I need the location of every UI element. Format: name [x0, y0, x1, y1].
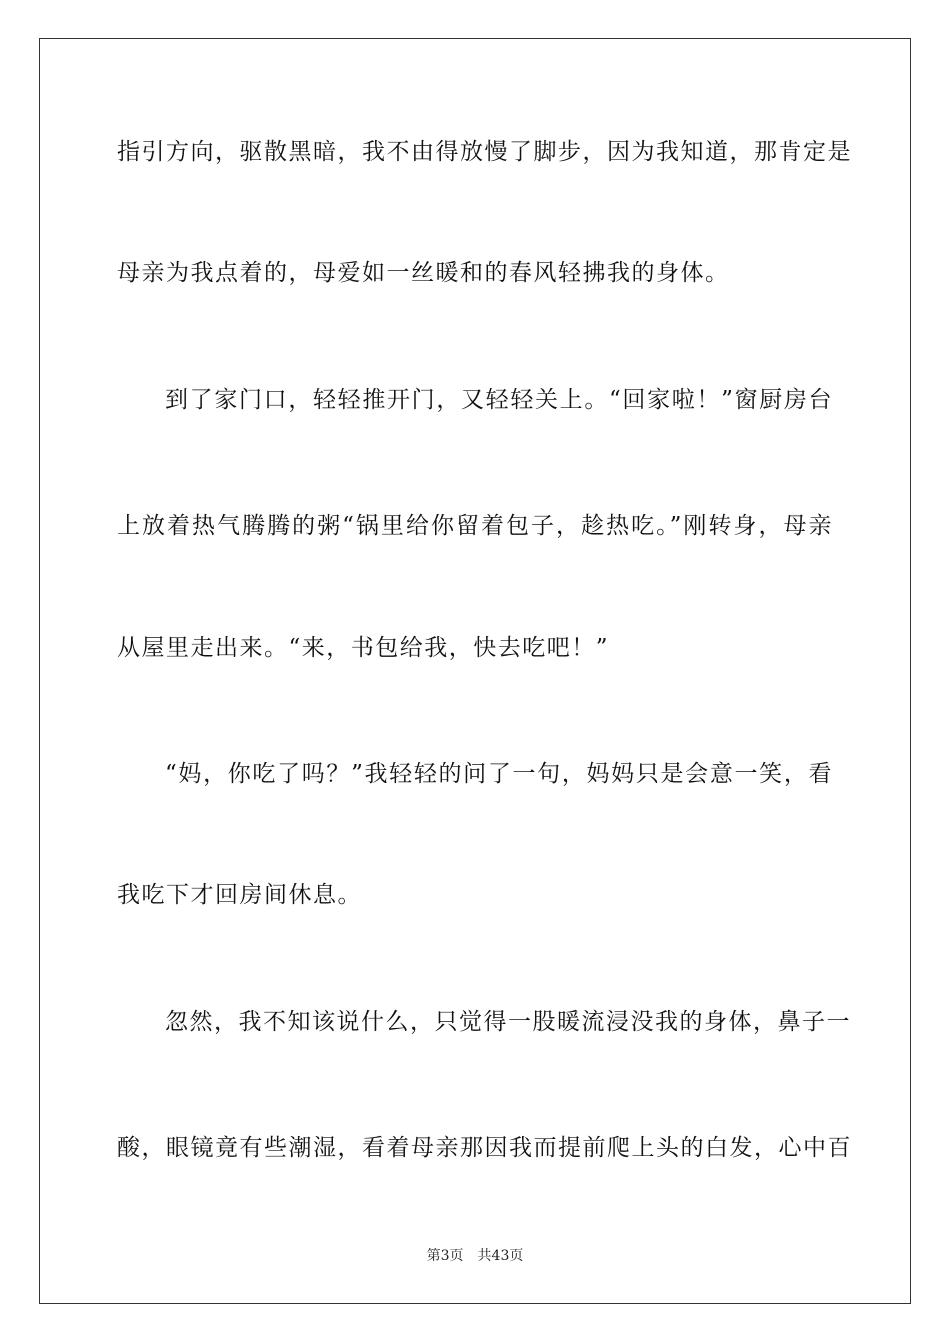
text-line-9: 酸，眼镜竟有些潮湿，看着母亲那因我而提前爬上头的白发，心中百 [117, 1135, 852, 1161]
page-border [39, 38, 911, 1304]
total-pages: 共43页 [477, 1248, 524, 1264]
page-number: 第3页 [426, 1248, 464, 1264]
text-line-7: 我吃下才回房间休息。 [117, 882, 362, 908]
text-line-2: 母亲为我点着的，母爱如一丝暖和的春风轻拂我的身体。 [117, 260, 730, 286]
text-line-8: 忽然，我不知该说什么，只觉得一股暖流浸没我的身体，鼻子一 [165, 1009, 851, 1035]
text-line-4: 上放着热气腾腾的粥“锅里给你留着包子，趁热吃。”刚转身，母亲 [117, 513, 833, 539]
text-line-6: “妈，你吃了吗？”我轻轻的问了一句，妈妈只是会意一笑，看 [165, 761, 833, 787]
text-line-3: 到了家门口，轻轻推开门，又轻轻关上。“回家啦！”窗厨房台 [165, 387, 833, 413]
text-line-1: 指引方向，驱散黑暗，我不由得放慢了脚步，因为我知道，那肯定是 [117, 139, 852, 165]
text-line-5: 从屋里走出来。“来，书包给我，快去吃吧！” [117, 635, 610, 661]
page-footer [0, 1245, 950, 1265]
